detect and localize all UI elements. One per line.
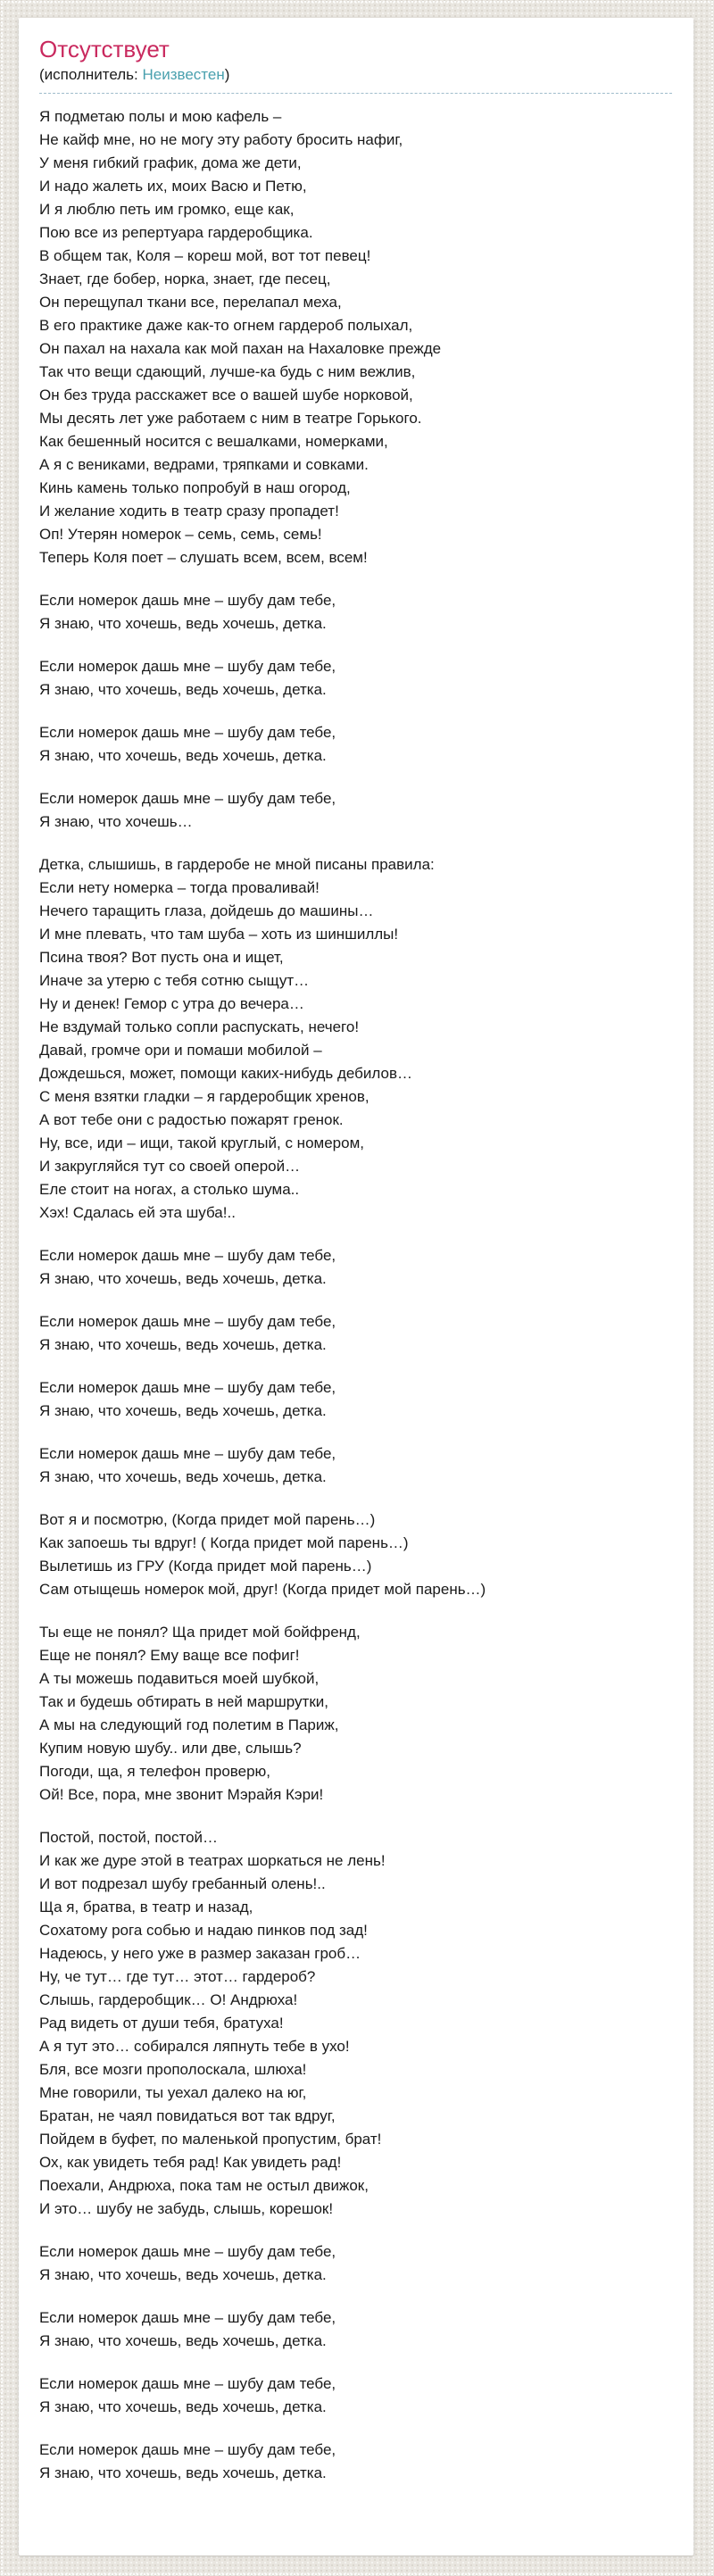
stanza: Если номерок дашь мне – шубу дам тебе, Я знаю, что хочешь, ведь хочешь, детка.	[39, 724, 336, 764]
lyrics-card	[19, 18, 693, 2555]
artist-label: (исполнитель:	[39, 66, 143, 83]
artist-suffix: )	[224, 66, 230, 83]
stanza: Ты еще не понял? Ща придет мой бойфренд, Еще не понял? Ему ваще все пофиг! А ты можешь подавиться моей шубкой, Так и будешь обтирать в ней маршрутки, А мы на следующий год полетим в Париж, Купим новую шубу.. или две, слышь? Погоди, ща, я телефон проверю, Ой! Все, пора, мне звонит Мэрайя Кэри!	[39, 1624, 361, 1803]
stanza: Если номерок дашь мне – шубу дам тебе, Я знаю, что хочешь, ведь хочешь, детка.	[39, 2309, 336, 2349]
stanza: Если номерок дашь мне – шубу дам тебе, Я знаю, что хочешь, ведь хочешь, детка.	[39, 2375, 336, 2415]
stanza: Я подметаю полы и мою кафель – Не кайф мне, но не могу эту работу бросить нафиг, У меня гибкий график, дома же дети, И надо жалеть их, моих Васю и Петю, И я люблю петь им громко, еще как, Пою все из репертуара гардеробщика. В общем так, Коля – кореш мой, вот тот певец! Знает, где бобер, норка, знает, где песец, Он перещупал ткани все, перелапал меха, В его практике даже как-то огнем гардероб полыхал, Он пахал на нахала как мой пахан на Нахаловке прежде Так что вещи сдающий, лучше-ка будь с ним вежлив, Он без труда расскажет все о вашей шубе норковой, Мы десять лет уже работаем с ним в театре Горького. Как бешенный носится с вешалками, номерками, А я с вениками, ведрами, тряпками и совками. Кинь камень только попробуй в наш огород, И желание ходить в театр сразу пропадет! Оп! Утерян номерок – семь, семь, семь! Теперь Коля поет – слушать всем, всем, всем!	[39, 108, 442, 566]
stanza: Если номерок дашь мне – шубу дам тебе, Я знаю, что хочешь, ведь хочешь, детка.	[39, 658, 336, 698]
song-title: Отсутствует	[39, 36, 170, 62]
stanza: Если номерок дашь мне – шубу дам тебе, Я знаю, что хочешь…	[39, 790, 336, 830]
artist-line	[39, 65, 672, 94]
stanza: Если номерок дашь мне – шубу дам тебе, Я знаю, что хочешь, ведь хочешь, детка.	[39, 1247, 336, 1287]
stanza: Если номерок дашь мне – шубу дам тебе, Я знаю, что хочешь, ведь хочешь, детка.	[39, 1379, 336, 1419]
artist-link[interactable]: Неизвестен	[142, 66, 225, 83]
stanza: Если номерок дашь мне – шубу дам тебе, Я знаю, что хочешь, ведь хочешь, детка.	[39, 2441, 336, 2481]
stanza: Если номерок дашь мне – шубу дам тебе, Я знаю, что хочешь, ведь хочешь, детка.	[39, 1313, 336, 1353]
stanza: Детка, слышишь, в гардеробе не мной писаны правила: Если нету номерка – тогда проваливай! Нечего таращить глаза, дойдешь до машины… И мне плевать, что там шуба – хоть из шиншиллы! Псина твоя? Вот пусть она и ищет, Иначе за утерю с тебя сотню сыщут… Ну и денек! Гемор с утра до вечера… Не вздумай только сопли распускать, нечего! Давай, громче ори и помаши мобилой – Дождешься, может, помощи каких-нибудь дебилов… С меня взятки гладки – я гардеробщик хренов, А вот тебе они с радостью пожарят гренок. Ну, все, иди – ищи, такой круглый, с номером, И закругляйся тут со своей оперой… Еле стоит на ногах, а столько шума.. Хэх! Сдалась ей эта шуба!..	[39, 856, 435, 1221]
stanza: Если номерок дашь мне – шубу дам тебе, Я знаю, что хочешь, ведь хочешь, детка.	[39, 2243, 336, 2283]
stanza: Если номерок дашь мне – шубу дам тебе, Я знаю, что хочешь, ведь хочешь, детка.	[39, 592, 336, 632]
stanza: Вот я и посмотрю, (Когда придет мой парень…) Как запоешь ты вдруг! ( Когда придет мой парень…) Вылетишь из ГРУ (Когда придет мой парень…) Сам отыщешь номерок мой, друг! (Когда придет мой парень…)	[39, 1511, 486, 1598]
stanza: Если номерок дашь мне – шубу дам тебе, Я знаю, что хочешь, ведь хочешь, детка.	[39, 1445, 336, 1485]
stanza: Постой, постой, постой… И как же дуре этой в театрах шоркаться не лень! И вот подрезал шубу гребанный олень!.. Ща я, братва, в театр и назад, Сохатому рога собью и надаю пинков под зад! Надеюсь, у него уже в размер заказан гроб… Ну, че тут… где тут… этот… гардероб? Слышь, гардеробщик… О! Андрюха! Рад видеть от души тебя, братуха! А я тут это… собирался ляпнуть тебе в ухо! Бля, все мозги прополоскала, шлюха! Мне говорили, ты уехал далеко на юг, Братан, не чаял повидаться вот так вдруг, Пойдем в буфет, по маленькой пропустим, брат! Ох, как увидеть тебя рад! Как увидеть рад! Поехали, Андрюха, пока там не остыл движок, И это… шубу не забудь, слышь, корешок!	[39, 1829, 386, 2217]
lyrics	[39, 105, 672, 2485]
